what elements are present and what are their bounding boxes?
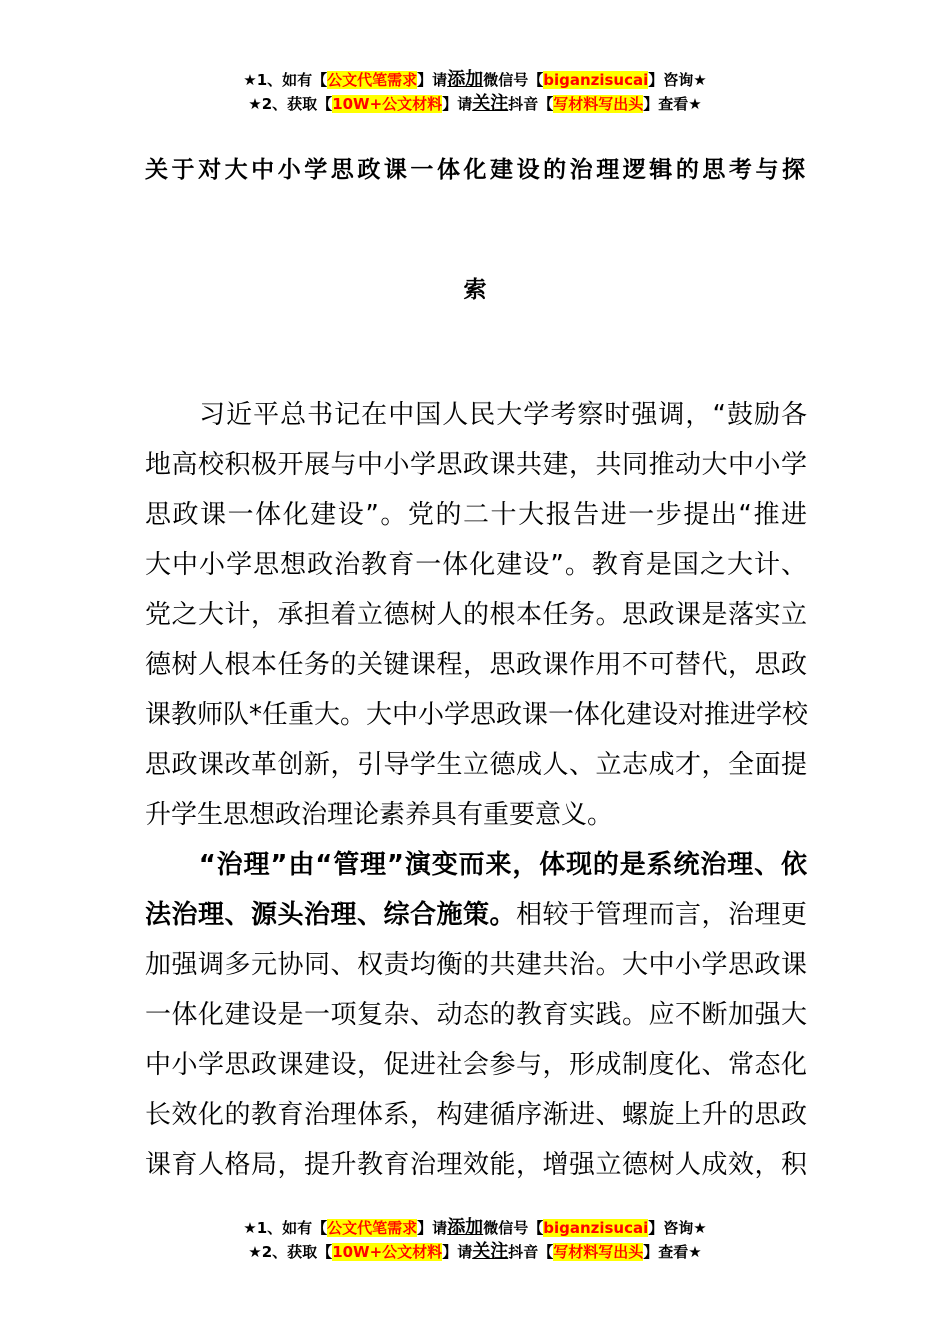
promo-line-2 (0, 92, 950, 116)
promo-text: 】请 (417, 1219, 448, 1237)
text-line: 德树人根本任务的关键课程，思政课作用不可替代，思政 (145, 650, 807, 680)
promo-text: 抖音【 (508, 1243, 554, 1261)
title-line-2: 索 (463, 277, 487, 303)
promo-underline: 添加 (447, 1217, 484, 1238)
promo-text: 微信号【 (483, 1219, 544, 1237)
promo-text: 】请 (442, 1243, 473, 1261)
text-line: 习近平总书记在中国人民大学考察时强调，“鼓励各 (145, 400, 807, 430)
bold-phrase: 法治理、源头治理、综合施策。 (145, 900, 516, 930)
text-line (145, 890, 807, 940)
text-line: 加强调多元协同、权责均衡的共建共治。大中小学思政课 (145, 950, 807, 980)
document-title (145, 150, 805, 310)
text-line: 一体化建设是一项复杂、动态的教育实践。应不断加强大 (145, 1000, 807, 1030)
douyin-id: 写材料写出头 (553, 95, 644, 113)
text-line-bold: “治理”由“管理”演变而来，体现的是系统治理、依 (145, 850, 807, 880)
text-line: 长效化的教育治理体系，构建循序渐进、螺旋上升的思政 (145, 1100, 807, 1130)
promo-line-1 (0, 68, 950, 92)
text-line: 中小学思政课建设，促进社会参与，形成制度化、常态化 (145, 1050, 807, 1080)
promo-text: 】请 (442, 95, 473, 113)
promo-text: ★1、如有【 (243, 1219, 328, 1237)
promo-underline: 添加 (447, 69, 484, 90)
text-line: 课教师队*任重大。大中小学思政课一体化建设对推进学校 (145, 700, 809, 730)
text-line: 升学生思想政治理论素养具有重要意义。 (145, 800, 614, 830)
text-line: 思政课一体化建设”。党的二十大报告进一步提出“推进 (145, 500, 807, 530)
bottom-promo-banner (0, 1216, 950, 1264)
text-line: 课育人格局，提升教育治理效能，增强立德树人成效，积 (145, 1150, 807, 1180)
promo-text: 】咨询★ (648, 71, 707, 89)
promo-text: 】咨询★ (648, 1219, 707, 1237)
promo-text: 抖音【 (508, 95, 554, 113)
douyin-id: 写材料写出头 (553, 1243, 644, 1261)
title-line-1: 关于对大中小学思政课一体化建设的治理逻辑的思考与探 (145, 157, 805, 183)
promo-text: 微信号【 (483, 71, 544, 89)
promo-highlight: 公文代笔需求 (327, 1219, 418, 1237)
promo-text: ★2、获取【 (248, 1243, 333, 1261)
promo-text: 】查看★ (643, 95, 702, 113)
promo-line-1 (0, 1216, 950, 1240)
top-promo-banner (0, 68, 950, 116)
promo-highlight: 10W+公文材料 (332, 1243, 443, 1261)
promo-highlight: 公文代笔需求 (327, 71, 418, 89)
wechat-id: biganzisucai (543, 71, 649, 89)
promo-underline: 关注 (472, 1241, 509, 1262)
promo-text: 】请 (417, 71, 448, 89)
wechat-id: biganzisucai (543, 1219, 649, 1237)
document-body (145, 390, 807, 1190)
promo-text: 】查看★ (643, 1243, 702, 1261)
promo-underline: 关注 (472, 93, 509, 114)
promo-highlight: 10W+公文材料 (332, 95, 443, 113)
text-line: 地高校积极开展与中小学思政课共建，共同推动大中小学 (145, 450, 807, 480)
text-line: 思政课改革创新，引导学生立德成人、立志成才，全面提 (145, 750, 807, 780)
promo-text: ★1、如有【 (243, 71, 328, 89)
text-line: 大中小学思想政治教育一体化建设”。教育是国之大计、 (145, 550, 807, 580)
text-run: 相较于管理而言，治理更 (515, 900, 807, 930)
text-line: 党之大计，承担着立德树人的根本任务。思政课是落实立 (145, 600, 807, 630)
paragraph-2 (145, 840, 807, 1190)
paragraph-1 (145, 390, 807, 840)
promo-text: ★2、获取【 (248, 95, 333, 113)
promo-line-2 (0, 1240, 950, 1264)
